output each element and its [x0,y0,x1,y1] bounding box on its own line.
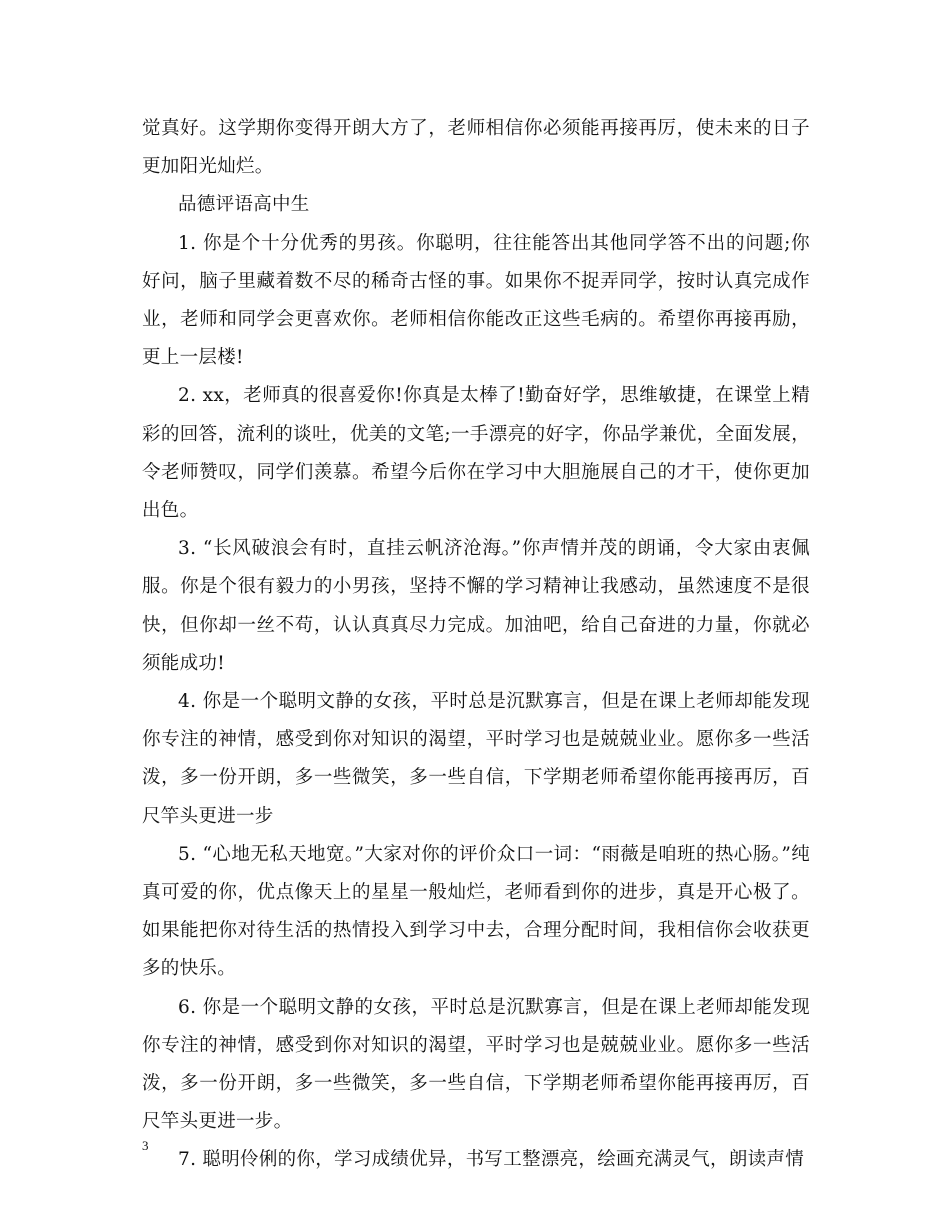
comment-item-6: 6. 你是一个聪明文静的女孩，平时总是沉默寡言，但是在课上老师却能发现你专注的神情，感受到你对知识的渴望，平时学习也是兢兢业业。愿你多一些活泼，多一份开朗，多一些微笑，多一些自信，下学期老师希望你能再接再厉，百尺竿头更进一步。 [142,996,810,1133]
document-body [142,110,810,1180]
comment-item-3: 3. “长风破浪会有时，直挂云帆济沧海。”你声情并茂的朗诵，令大家由衷佩服。你是个很有毅力的小男孩，坚持不懈的学习精神让我感动，虽然速度不是很快，但你却一丝不苟，认认真真尽力完成。加油吧，给自己奋进的力量，你就必须能成功! [142,538,810,674]
comment-item-1: 1. 你是个十分优秀的男孩。你聪明，往往能答出其他同学答不出的问题;你好问，脑子里藏着数不尽的稀奇古怪的事。如果你不捉弄同学，按时认真完成作业，老师和同学会更喜欢你。老师相信你能改正这些毛病的。希望你再接再励，更上一层楼! [142,232,810,369]
comment-item-5: 5. “心地无私天地宽。”大家对你的评价众口一词：“雨薇是咱班的热心肠。”纯真可爱的你，优点像天上的星星一般灿烂，老师看到你的进步，真是开心极了。如果能把你对待生活的热情投入到学习中去，合理分配时间，我相信你会收获更多的快乐。 [142,843,810,980]
page-number: 3 [142,1138,149,1153]
comment-item-7: 7. 聪明伶俐的你，学习成绩优异，书写工整漂亮，绘画充满灵气，朗读声情 [178,1149,805,1171]
comment-item-2: 2. xx，老师真的很喜爱你!你真是太棒了!勤奋好学，思维敏捷，在课堂上精彩的回答，流利的谈吐，优美的文笔;一手漂亮的好字，你品学兼优，全面发展，令老师赞叹，同学们羡慕。希望今后你在学习中大胆施展自己的才干，使你更加出色。 [142,385,810,522]
paragraph-continuation: 觉真好。这学期你变得开朗大方了，老师相信你必须能再接再厉，使未来的日子更加阳光灿烂。 [142,118,810,178]
comment-item-4: 4. 你是一个聪明文静的女孩，平时总是沉默寡言，但是在课上老师却能发现你专注的神情，感受到你对知识的渴望，平时学习也是兢兢业业。愿你多一些活泼，多一份开朗，多一些微笑，多一些自信，下学期老师希望你能再接再厉，百尺竿头更进一步 [142,691,810,827]
section-heading: 品德评语高中生 [178,194,310,216]
